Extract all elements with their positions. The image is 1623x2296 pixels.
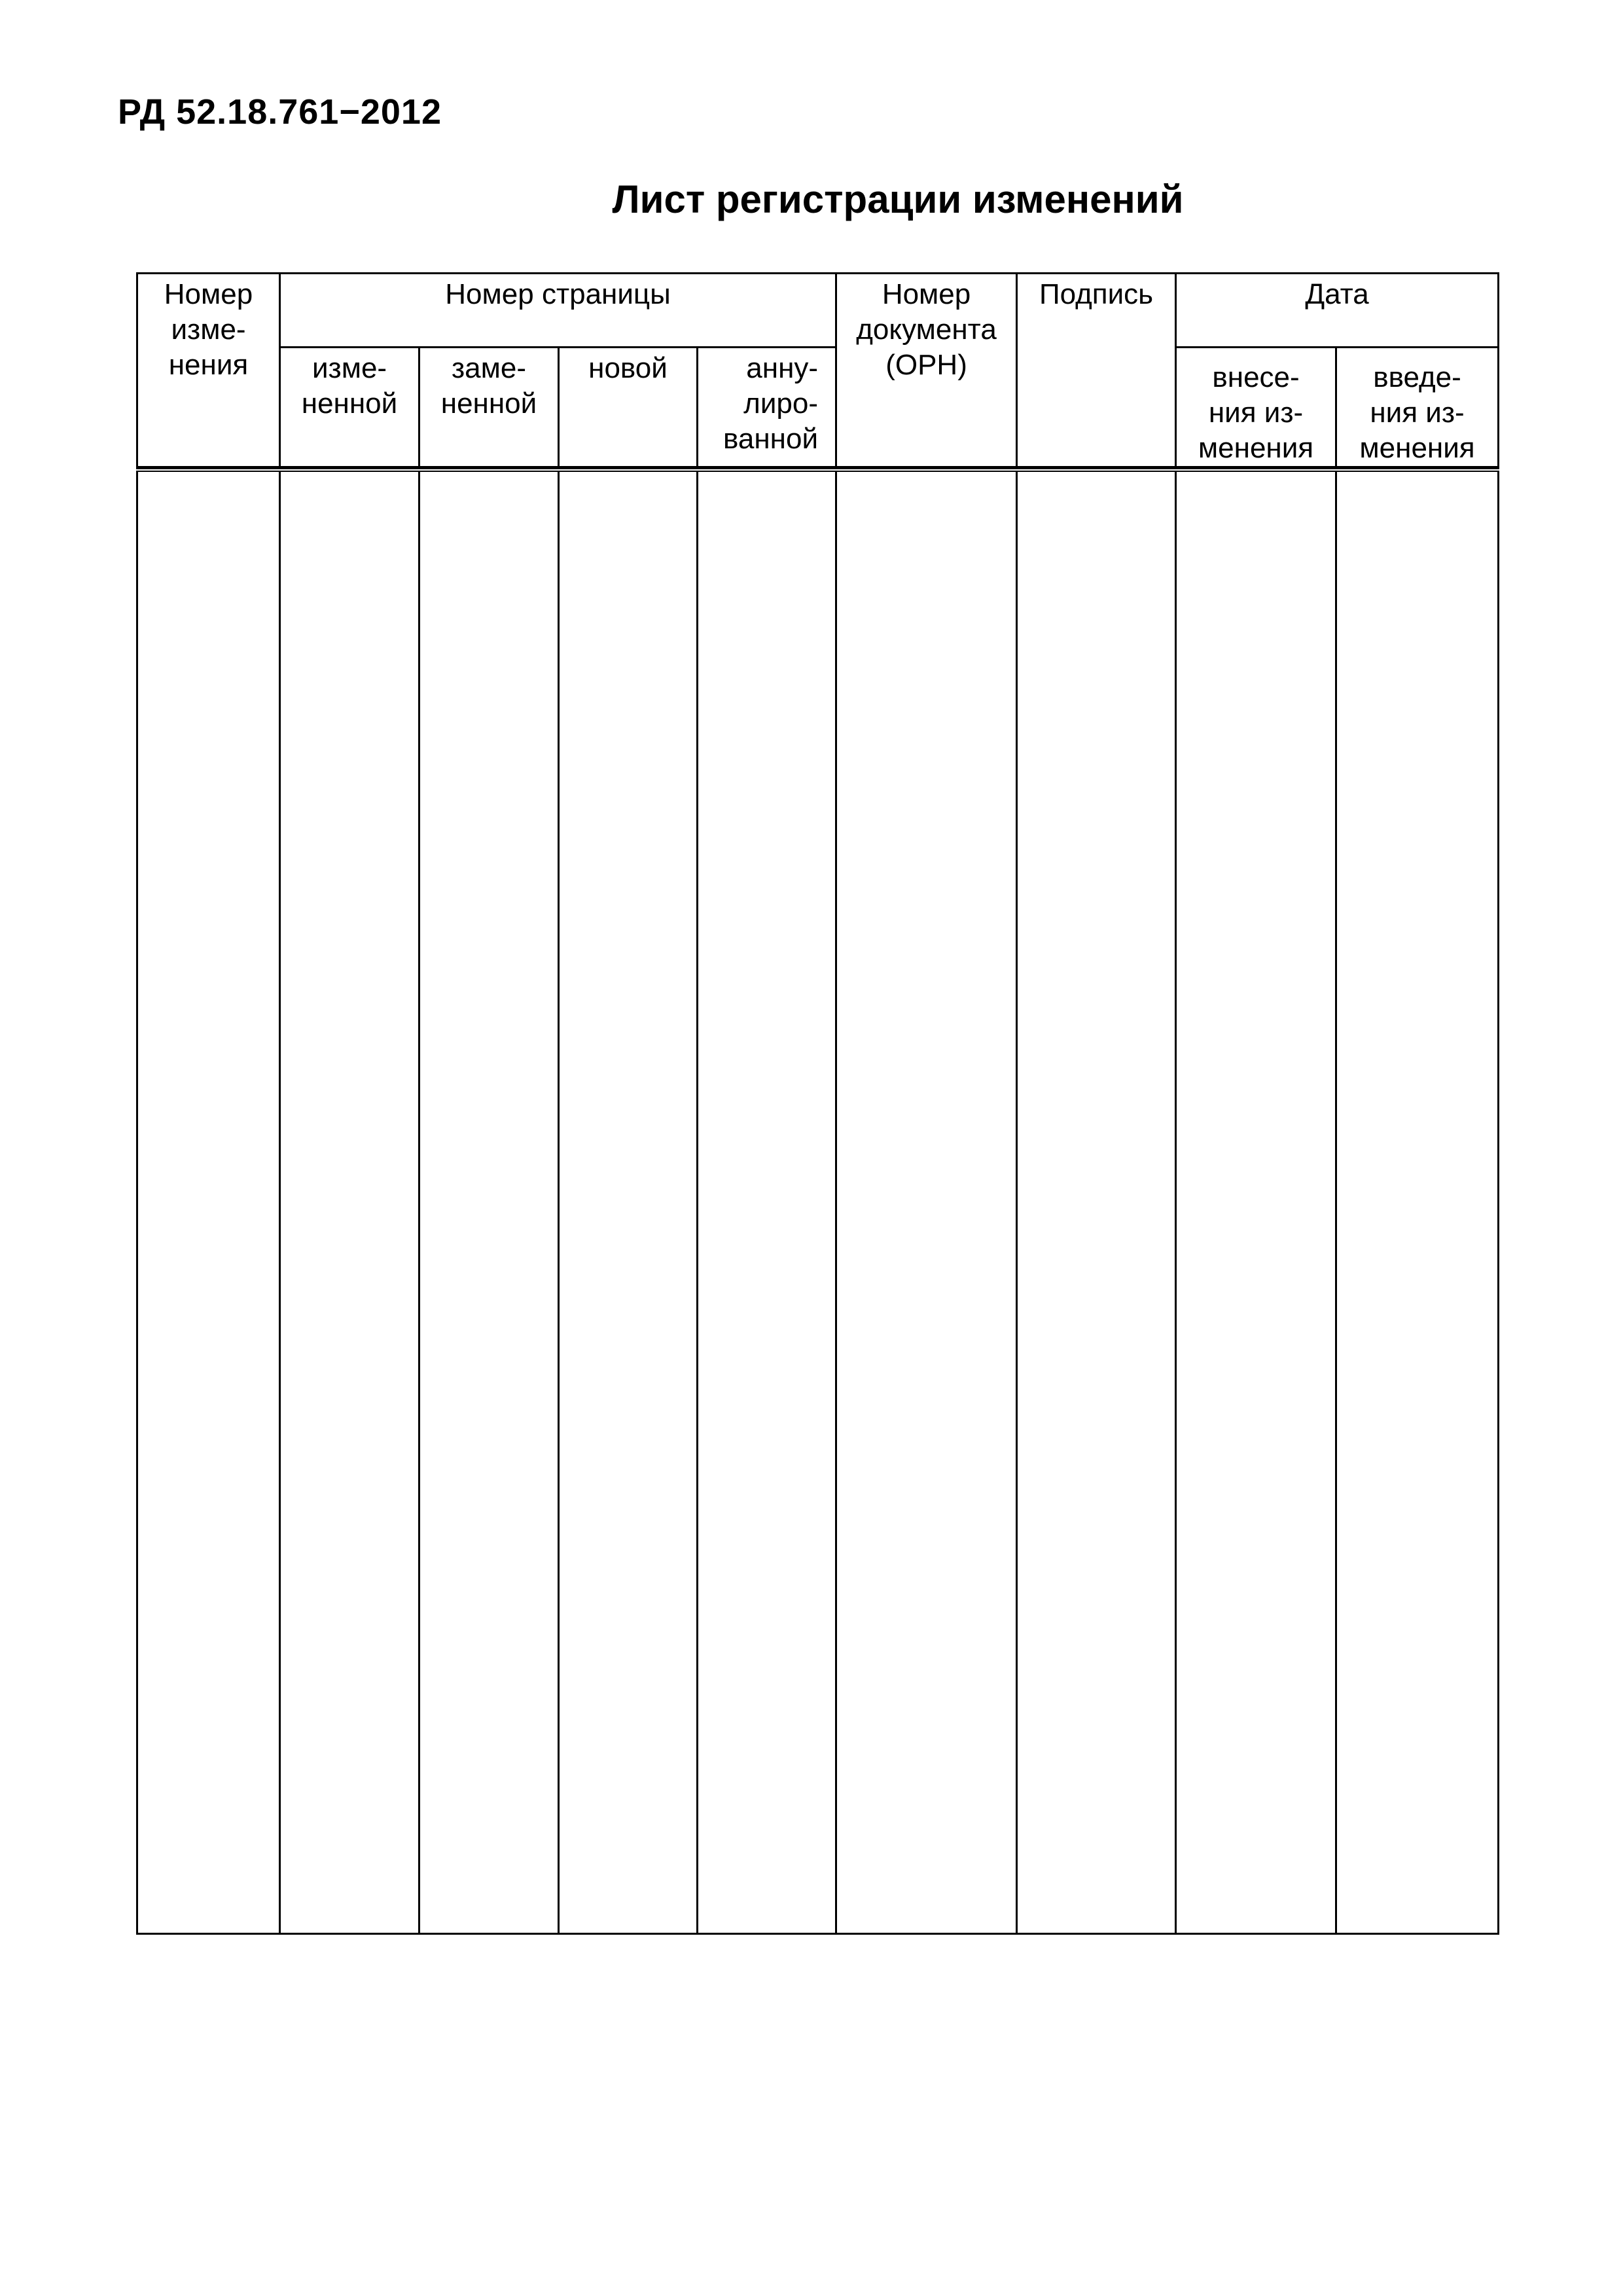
cell-document-number[interactable] <box>836 470 1017 1934</box>
header-page-replaced: заме- ненной <box>419 348 559 467</box>
cell-date-entered[interactable] <box>1176 470 1336 1934</box>
header-page-new: новой <box>559 348 698 467</box>
header-date-introduced: введе- ния из- менения <box>1336 348 1499 467</box>
cell-page-replaced[interactable] <box>419 470 559 1934</box>
table-row <box>137 470 1499 1934</box>
header-page-changed: изме- ненной <box>280 348 419 467</box>
document-code: РД 52.18.761−2012 <box>118 92 442 132</box>
cell-change-number[interactable] <box>137 470 280 1934</box>
cell-date-introduced[interactable] <box>1336 470 1499 1934</box>
header-page-number: Номер страницы <box>280 274 836 348</box>
header-row-sub <box>137 348 1499 467</box>
cell-page-annulled[interactable] <box>698 470 836 1934</box>
page-title: Лист регистрации изменений <box>612 177 1184 221</box>
header-signature: Подпись <box>1017 274 1176 467</box>
header-page-annulled: анну- лиро- ванной <box>698 348 836 467</box>
cell-page-changed[interactable] <box>280 470 419 1934</box>
cell-page-new[interactable] <box>559 470 698 1934</box>
header-date: Дата <box>1176 274 1499 348</box>
cell-signature[interactable] <box>1017 470 1176 1934</box>
header-document-number: Номер документа (ОРН) <box>836 274 1017 467</box>
change-registration-table <box>136 272 1499 1935</box>
header-row-top <box>137 274 1499 348</box>
header-change-number: Номер изме- нения <box>137 274 280 467</box>
header-date-entered: внесе- ния из- менения <box>1176 348 1336 467</box>
